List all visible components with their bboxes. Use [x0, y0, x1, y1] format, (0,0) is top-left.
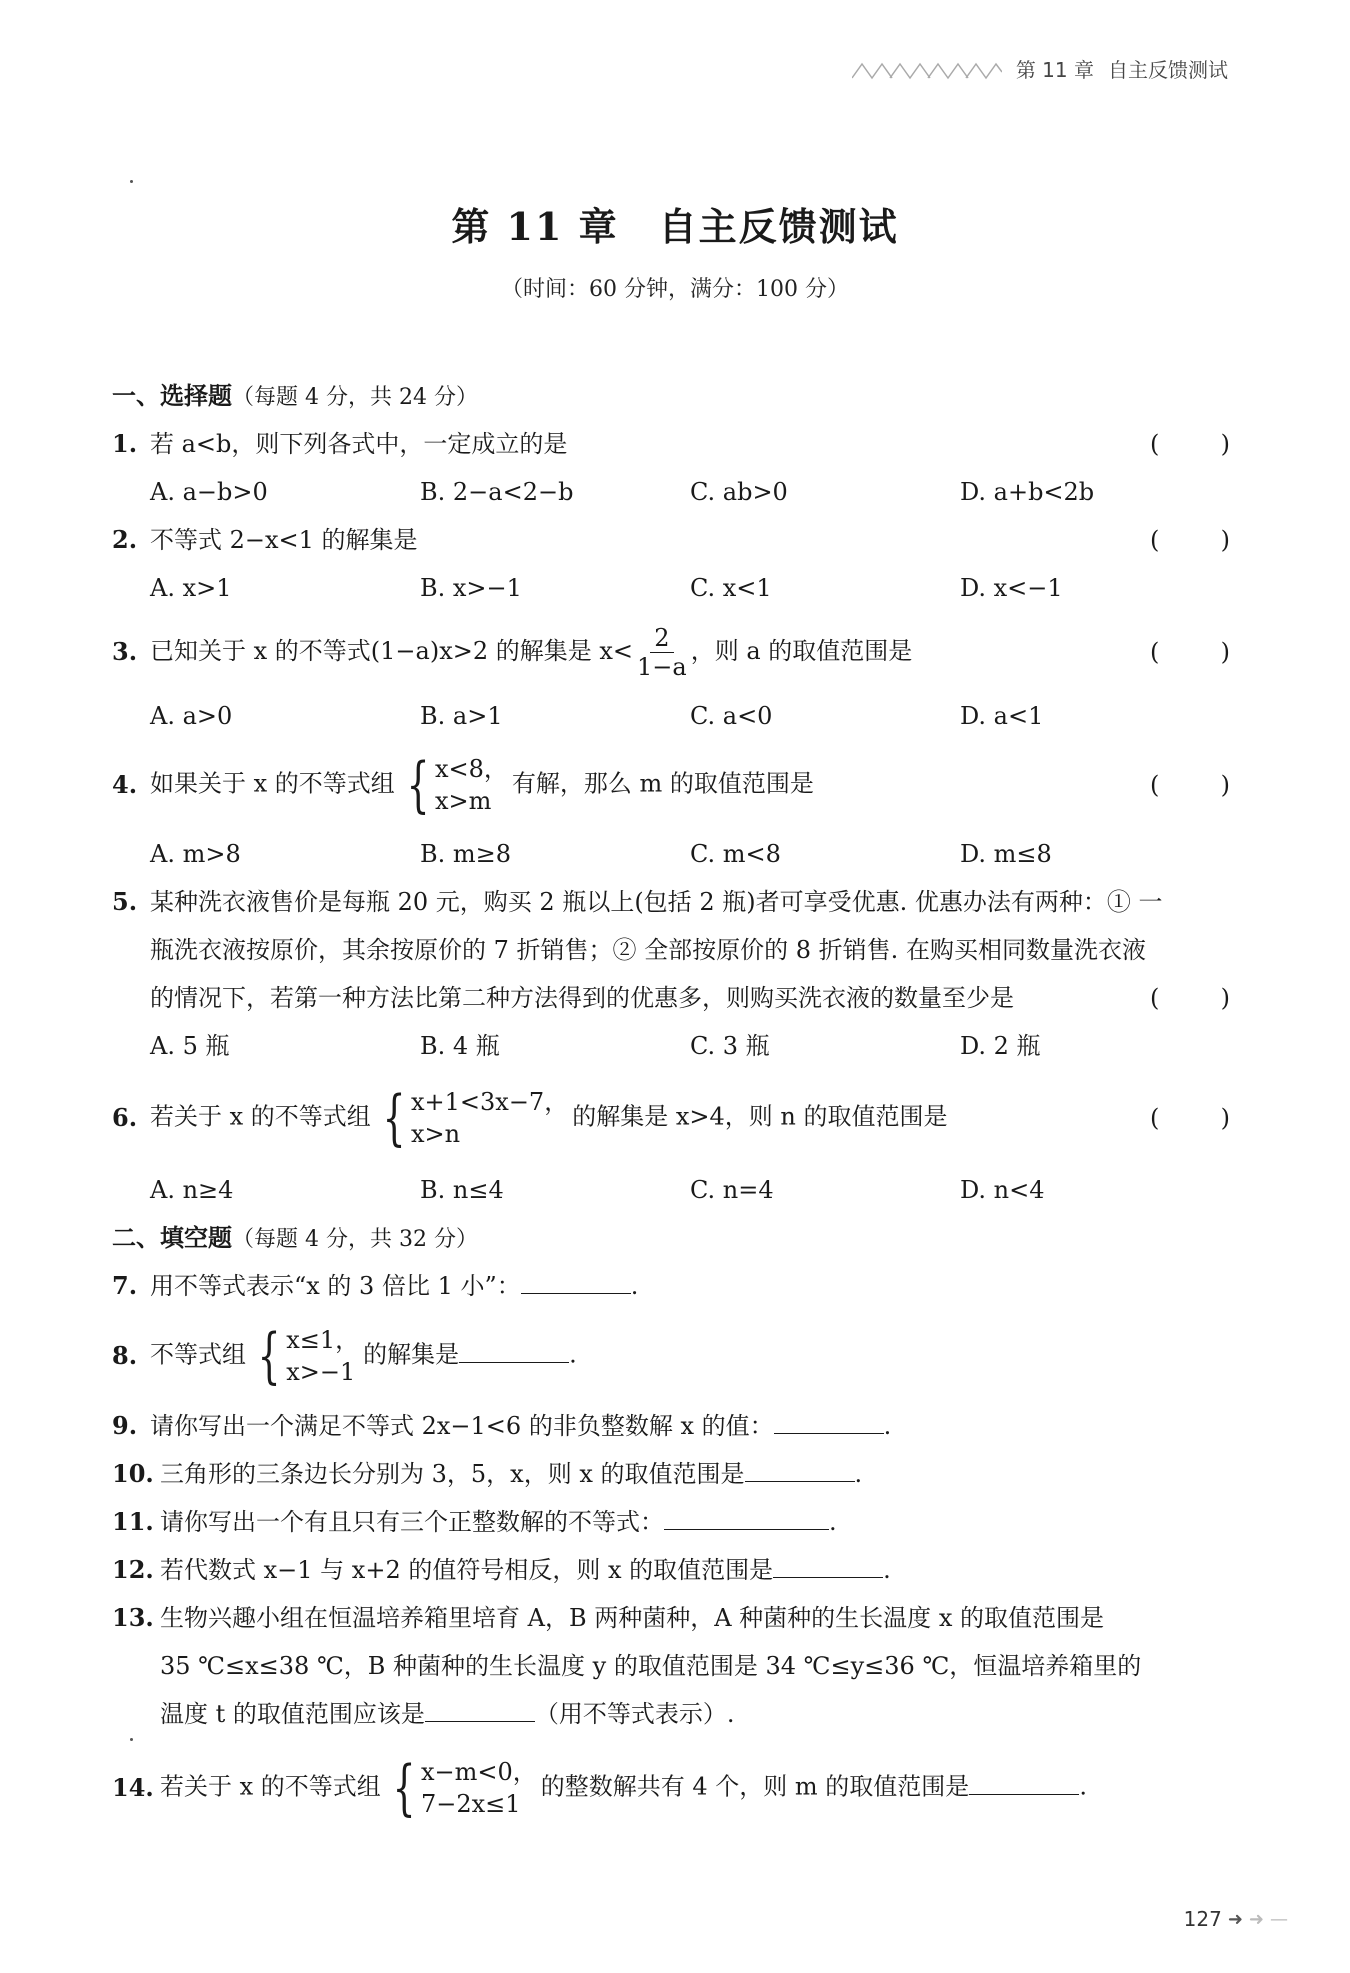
- question-stem-line: 瓶洗衣液按原价，其余按原价的 7 折销售；② 全部按原价的 8 折销售. 在购买相同数量洗衣液: [150, 936, 1146, 964]
- question-4: [112, 740, 1230, 830]
- question-5: [112, 878, 1230, 926]
- header-chapter: 第 11 章: [1015, 58, 1094, 82]
- question-7: [112, 1262, 1230, 1310]
- inequality-system: { x≤1， x>−1: [257, 1321, 360, 1391]
- options-row: [150, 468, 1230, 516]
- question-stem: 三角形的三条边长分别为 3，5，x，则 x 的取值范围是 .: [160, 1460, 863, 1488]
- dash-icon: —: [1270, 1908, 1288, 1930]
- option-c[interactable]: C. ab>0: [690, 478, 788, 506]
- question-stem-line: 35 ℃≤x≤38 ℃，B 种菌种的生长温度 y 的取值范围是 34 ℃≤y≤36 ℃，恒温培养箱里的: [160, 1652, 1142, 1680]
- answer-blank[interactable]: [425, 1699, 535, 1722]
- arrow-right-icon: ➜: [1227, 1908, 1243, 1930]
- option-c[interactable]: C. 3 瓶: [690, 1032, 770, 1060]
- option-c[interactable]: C. m<8: [690, 840, 781, 868]
- answer-bracket[interactable]: ( ): [1150, 638, 1230, 666]
- brace-icon: {: [392, 1753, 416, 1823]
- section-title: 二、填空题: [112, 1223, 232, 1252]
- inequality-system: { x+1<3x−7， x>n: [382, 1083, 569, 1153]
- question-number: 13.: [112, 1603, 154, 1632]
- answer-blank[interactable]: [774, 1411, 884, 1434]
- question-stem: 若 a<b，则下列各式中，一定成立的是: [150, 430, 568, 458]
- question-number: 8.: [112, 1341, 138, 1370]
- arrow-right-icon: ➜: [1248, 1908, 1264, 1930]
- option-c[interactable]: C. n=4: [690, 1176, 774, 1204]
- options-row: [150, 830, 1230, 878]
- question-10: [112, 1450, 1230, 1498]
- question-8: [112, 1310, 1230, 1402]
- question-1: [112, 420, 1230, 468]
- brace-icon: {: [406, 750, 430, 820]
- question-number: 12.: [112, 1555, 154, 1584]
- option-d[interactable]: D. n<4: [960, 1176, 1045, 1204]
- question-number: 10.: [112, 1459, 154, 1488]
- section-title: 一、选择题: [112, 381, 232, 410]
- option-a[interactable]: A. x>1: [150, 574, 232, 602]
- mountains-decoration-icon: [852, 58, 1002, 80]
- question-number: 7.: [112, 1271, 138, 1300]
- option-a[interactable]: A. a−b>0: [150, 478, 268, 506]
- option-d[interactable]: D. m≤8: [960, 840, 1052, 868]
- question-stem-line: 的情况下，若第一种方法比第二种方法得到的优惠多，则购买洗衣液的数量至少是 ( ): [150, 974, 1230, 1022]
- question-number: 14.: [112, 1773, 154, 1802]
- page-number: 127: [1183, 1907, 1222, 1931]
- question-stem: 用不等式表示“x 的 3 倍比 1 小”： .: [150, 1272, 639, 1300]
- question-stem: 不等式组 { x≤1， x>−1 的解集是 .: [150, 1321, 577, 1391]
- brace-icon: {: [382, 1083, 406, 1153]
- question-stem-line: 某种洗衣液售价是每瓶 20 元，购买 2 瓶以上(包括 2 瓶)者可享受优惠. 优惠办法有两种：① 一: [150, 888, 1163, 916]
- question-stem: 请你写出一个有且只有三个正整数解的不等式： .: [160, 1508, 837, 1536]
- brace-icon: {: [257, 1321, 281, 1391]
- question-stem: 若关于 x 的不等式组 { x+1<3x−7， x>n 的解集是 x>4，则 n 的取值范围是: [150, 1083, 948, 1153]
- option-a[interactable]: A. 5 瓶: [150, 1032, 230, 1060]
- answer-bracket[interactable]: ( ): [1150, 1104, 1230, 1132]
- question-stem-line: 温度 t 的取值范围应该是 （用不等式表示）.: [160, 1700, 735, 1728]
- inequality-system: { x<8， x>m: [406, 750, 508, 820]
- section-heading: [112, 1214, 1230, 1262]
- question-stem: 已知关于 x 的不等式(1−a)x>2 的解集是 x< $\frac{2}{1-a}$ ，则 a 的取值范围是: [150, 623, 913, 681]
- page-subtitle: （时间：60 分钟，满分：100 分）: [501, 277, 849, 302]
- question-stem: 若代数式 x−1 与 x+2 的值符号相反，则 x 的取值范围是 .: [160, 1556, 891, 1584]
- question-stem: 请你写出一个满足不等式 2x−1<6 的非负整数解 x 的值： .: [150, 1412, 892, 1440]
- option-a[interactable]: A. n≥4: [150, 1176, 234, 1204]
- section-note: （每题 4 分，共 24 分）: [232, 385, 478, 410]
- option-d[interactable]: D. a<1: [960, 702, 1044, 730]
- option-b[interactable]: B. 2−a<2−b: [420, 478, 574, 506]
- answer-blank[interactable]: [969, 1772, 1079, 1795]
- option-d[interactable]: D. 2 瓶: [960, 1032, 1041, 1060]
- question-14: [112, 1738, 1230, 1838]
- content: [112, 372, 1230, 1838]
- page-footer: [1184, 1907, 1288, 1931]
- answer-bracket[interactable]: ( ): [1150, 430, 1230, 458]
- options-row: [150, 692, 1230, 740]
- question-number: 4.: [112, 770, 138, 799]
- question-number: 1.: [112, 429, 138, 458]
- answer-bracket[interactable]: ( ): [1150, 984, 1230, 1012]
- option-b[interactable]: B. x>−1: [420, 574, 522, 602]
- question-number: 5.: [112, 887, 138, 916]
- question-2: [112, 516, 1230, 564]
- option-b[interactable]: B. a>1: [420, 702, 503, 730]
- answer-blank[interactable]: [459, 1340, 569, 1363]
- options-row: [150, 564, 1230, 612]
- question-9: [112, 1402, 1230, 1450]
- option-c[interactable]: C. a<0: [690, 702, 773, 730]
- question-number: 11.: [112, 1507, 154, 1536]
- page-title: 第 11 章 自主反馈测试: [451, 204, 899, 249]
- options-row: [150, 1166, 1230, 1214]
- question-12: [112, 1546, 1230, 1594]
- running-header: [852, 54, 1228, 83]
- question-number: 3.: [112, 637, 138, 666]
- option-b[interactable]: B. 4 瓶: [420, 1032, 500, 1060]
- question-number: 6.: [112, 1103, 138, 1132]
- header-title: 自主反馈测试: [1108, 58, 1228, 82]
- option-d[interactable]: D. a+b<2b: [960, 478, 1095, 506]
- section-heading: [112, 372, 1230, 420]
- question-6: [112, 1070, 1230, 1166]
- inequality-system: { x−m<0， 7−2x≤1: [392, 1753, 537, 1823]
- question-13-continuation: [160, 1642, 1230, 1738]
- question-stem: 不等式 2−x<1 的解集是: [150, 526, 418, 554]
- option-d[interactable]: D. x<−1: [960, 574, 1063, 602]
- question-stem: 若关于 x 的不等式组 { x−m<0， 7−2x≤1 的整数解共有 4 个，则 m 的取值范围是 .: [160, 1753, 1087, 1823]
- question-stem: 如果关于 x 的不等式组 { x<8， x>m 有解，那么 m 的取值范围是: [150, 750, 814, 820]
- answer-blank[interactable]: [773, 1555, 883, 1578]
- question-11: [112, 1498, 1230, 1546]
- question-13: [112, 1594, 1230, 1642]
- option-a[interactable]: A. m>8: [150, 840, 241, 868]
- option-c[interactable]: C. x<1: [690, 574, 772, 602]
- answer-blank[interactable]: [521, 1271, 631, 1294]
- question-number: 9.: [112, 1411, 138, 1440]
- option-b[interactable]: B. n≤4: [420, 1176, 504, 1204]
- option-b[interactable]: B. m≥8: [420, 840, 512, 868]
- question-5-continuation: [150, 926, 1230, 1022]
- answer-bracket[interactable]: ( ): [1150, 771, 1230, 799]
- question-stem-line: 生物兴趣小组在恒温培养箱里培育 A，B 两种菌种，A 种菌种的生长温度 x 的取值范围是: [160, 1604, 1104, 1632]
- answer-blank[interactable]: [745, 1459, 855, 1482]
- answer-blank[interactable]: [664, 1507, 829, 1530]
- options-row: [150, 1022, 1230, 1070]
- section-note: （每题 4 分，共 32 分）: [232, 1227, 478, 1252]
- question-3: [112, 612, 1230, 692]
- question-number: 2.: [112, 525, 138, 554]
- fraction: $\frac{2}{1-a}$: [637, 623, 687, 681]
- answer-bracket[interactable]: ( ): [1150, 526, 1230, 554]
- speck: [130, 180, 133, 183]
- option-a[interactable]: A. a>0: [150, 702, 233, 730]
